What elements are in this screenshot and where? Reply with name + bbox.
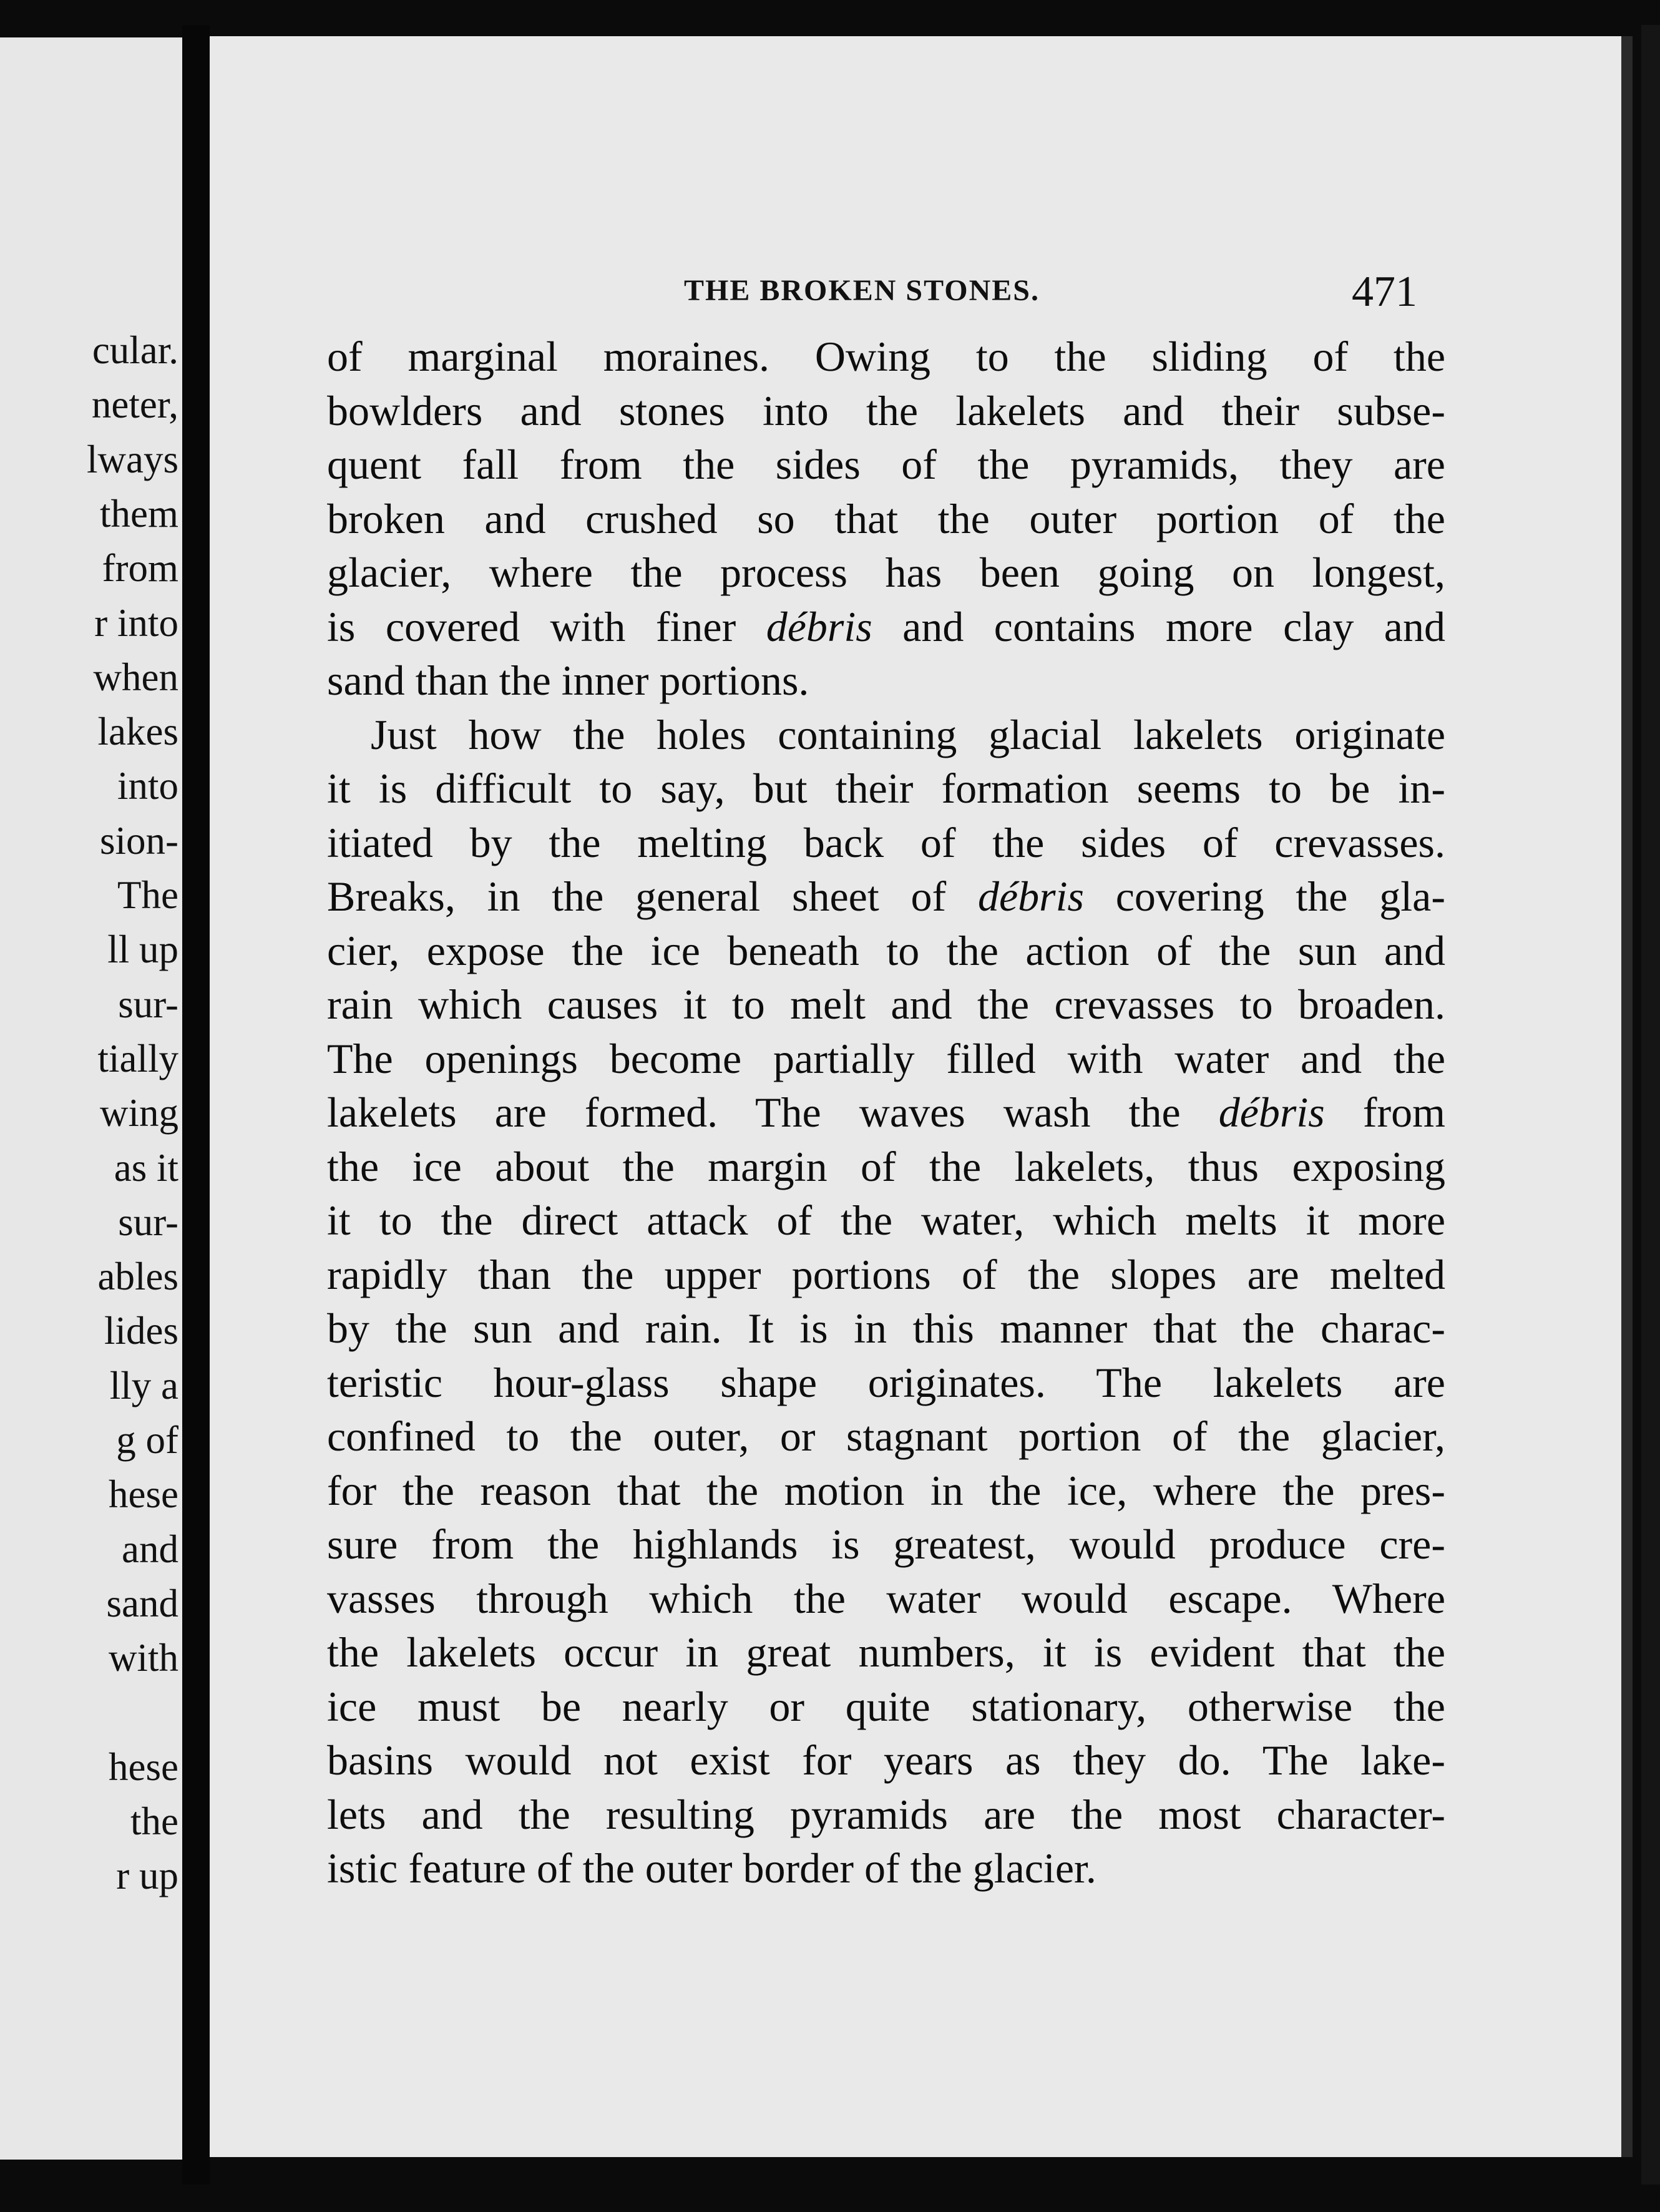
- facing-page-line: ables: [97, 1255, 178, 1299]
- facing-page-line: the: [130, 1799, 178, 1844]
- text-line: quent fall from the sides of the pyramids, they are: [327, 441, 1445, 488]
- facing-page-line: and: [122, 1527, 178, 1571]
- facing-page-line: neter,: [91, 383, 178, 427]
- facing-page-line: ll up: [107, 927, 178, 972]
- italic-term: débris: [1218, 1089, 1325, 1136]
- page-edge: [1641, 25, 1660, 2185]
- facing-page-line: hese: [109, 1472, 178, 1517]
- facing-page-line: g of: [116, 1418, 178, 1462]
- text-line: vasses through which the water would escape. Where: [327, 1574, 1445, 1622]
- facing-page-line: into: [117, 764, 178, 808]
- facing-page-line: tially: [97, 1036, 178, 1080]
- page-header: [210, 248, 1621, 323]
- text-line: lakelets are formed. The waves wash the débris from: [327, 1089, 1445, 1136]
- text-line: sure from the highlands is greatest, would produce cre-: [327, 1520, 1445, 1568]
- facing-page-line: as it: [114, 1145, 178, 1190]
- facing-page-line: lides: [104, 1309, 178, 1353]
- text-line: cier, expose the ice beneath to the action of the sun and: [327, 926, 1445, 974]
- text-line: it to the direct attack of the water, which melts it more: [327, 1197, 1445, 1244]
- paragraph: [327, 708, 1445, 1896]
- facing-page-line: lly a: [109, 1363, 178, 1407]
- facing-page-line: lways: [87, 437, 178, 481]
- text-line: teristic hour-glass shape originates. The lakelets are: [327, 1358, 1445, 1406]
- text-line: it is difficult to say, but their formation seems to be in-: [327, 765, 1445, 812]
- text-line: by the sun and rain. It is in this manner that the charac-: [327, 1304, 1445, 1352]
- text-line: basins would not exist for years as they do. The lake-: [327, 1736, 1445, 1784]
- facing-page-line: sur-: [118, 982, 178, 1026]
- paragraph: [327, 330, 1445, 708]
- running-head: THE BROKEN STONES.: [684, 274, 1040, 307]
- text-line: sand than the inner portions.: [327, 657, 809, 704]
- text-line: for the reason that the motion in the ice, where the pres-: [327, 1466, 1445, 1514]
- text-line: rapidly than the upper portions of the slopes are melted: [327, 1250, 1445, 1298]
- italic-term: débris: [766, 602, 872, 650]
- facing-page-line: lakes: [97, 710, 178, 754]
- text-line: glacier, where the process has been going on longest,: [327, 549, 1445, 596]
- facing-page-line: sion-: [100, 818, 178, 863]
- italic-term: débris: [977, 873, 1084, 920]
- text-line: is covered with finer débris and contains more clay and: [327, 602, 1445, 650]
- facing-page-line: when: [93, 655, 178, 699]
- text-line: of marginal moraines. Owing to the sliding of the: [327, 333, 1445, 380]
- text-line: Just how the holes containing glacial lakelets originate: [371, 710, 1445, 758]
- book-page: [210, 36, 1633, 2157]
- facing-page-line: sur-: [118, 1200, 178, 1244]
- facing-page-line: sand: [106, 1581, 178, 1625]
- text-line: Breaks, in the general sheet of débris covering the gla-: [327, 873, 1445, 920]
- page-number: 471: [1352, 268, 1417, 316]
- facing-page-line: r up: [116, 1854, 178, 1898]
- text-line: lets and the resulting pyramids are the most character-: [327, 1790, 1445, 1838]
- text-line: ice must be nearly or quite stationary, otherwise the: [327, 1682, 1445, 1730]
- text-line: bowlders and stones into the lakelets and their subse-: [327, 386, 1445, 434]
- text-line: broken and crushed so that the outer portion of the: [327, 494, 1445, 542]
- text-line: istic feature of the outer border of the glacier.: [327, 1844, 1096, 1892]
- text-line: the ice about the margin of the lakelets, thus exposing: [327, 1142, 1445, 1190]
- text-line: itiated by the melting back of the sides of crevasses.: [327, 818, 1445, 866]
- body-text: [327, 330, 1445, 1896]
- facing-page-line: with: [108, 1636, 178, 1680]
- facing-page-line: r into: [94, 600, 178, 645]
- text-line: rain which causes it to melt and the crevasses to broaden.: [327, 981, 1445, 1028]
- facing-page-line: hese: [109, 1745, 178, 1789]
- facing-page-fragment: [0, 37, 182, 2160]
- text-line: confined to the outer, or stagnant portion of the glacier,: [327, 1412, 1445, 1460]
- facing-page-line: from: [102, 546, 178, 590]
- facing-page-line: them: [100, 491, 178, 536]
- book-gutter: [182, 25, 210, 2185]
- text-line: the lakelets occur in great numbers, it is evident that the: [327, 1628, 1445, 1676]
- facing-page-line: cular.: [92, 328, 178, 372]
- facing-page-line: wing: [100, 1091, 178, 1135]
- facing-page-line: The: [117, 873, 178, 917]
- text-line: The openings become partially filled with water and the: [327, 1034, 1445, 1082]
